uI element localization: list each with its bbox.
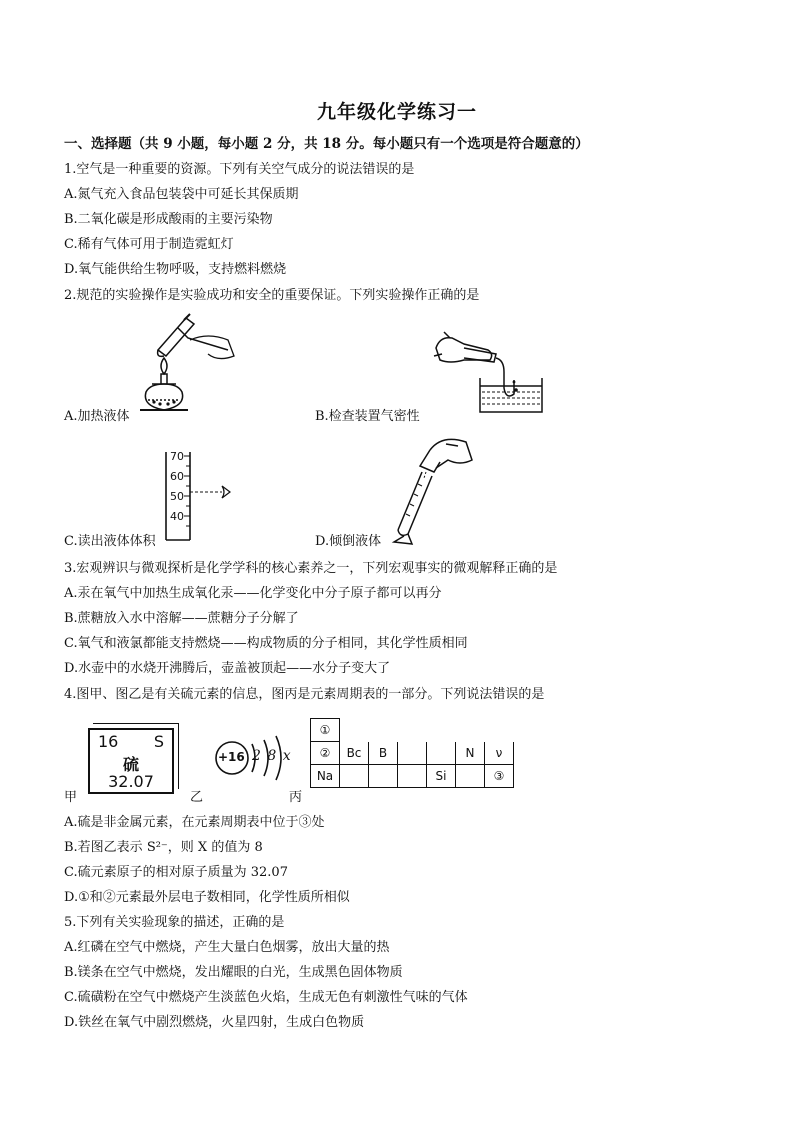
- q2-option-c: C.读出液体体积: [64, 534, 156, 549]
- element-name: 硫: [122, 755, 139, 774]
- atom-nucleus: +16: [218, 750, 245, 764]
- label-yi: 乙: [190, 790, 204, 805]
- table-cell-n: N: [456, 742, 485, 765]
- section-header: 一、选择题（共 9 小题，每小题 2 分，共 18 分。每小题只有一个选项是符合题意的）: [64, 136, 589, 152]
- q5-option-d: D.铁丝在氧气中剧烈燃烧，火星四射，生成白色物质: [64, 1015, 365, 1030]
- table-cell-1: ①: [311, 719, 340, 742]
- label-bing: 丙: [289, 790, 303, 805]
- q3-option-a: A.汞在氧气中加热生成氧化汞——化学变化中分子原子都可以再分: [64, 586, 442, 601]
- q2-option-a: A.加热液体: [64, 409, 130, 424]
- table-cell-be: Bc: [340, 742, 369, 765]
- heating-liquid-figure: [128, 310, 248, 420]
- q1-option-a: A.氮气充入食品包装袋中可延长其保质期: [64, 187, 299, 202]
- table-cell-si: Si: [427, 765, 456, 788]
- element-number: 16: [98, 732, 119, 751]
- q5-option-c: C.硫磺粉在空气中燃烧产生淡蓝色火焰，生成无色有刺激性气味的气体: [64, 990, 468, 1005]
- airtightness-figure: [430, 328, 550, 418]
- q3-option-c: C.氧气和液氯都能支持燃烧——构成物质的分子相同，其化学性质相同: [64, 636, 468, 651]
- q1-option-c: C.稀有气体可用于制造霓虹灯: [64, 237, 234, 252]
- page-title: 九年级化学练习一: [316, 101, 477, 123]
- pouring-liquid-figure: [390, 432, 490, 547]
- q3-option-d: D.水壶中的水烧开沸腾后，壶盖被顶起——水分子变大了: [64, 661, 391, 676]
- q2-option-d: D.倾倒液体: [315, 534, 382, 549]
- element-symbol: S: [153, 732, 164, 751]
- sulfur-element-card: [88, 728, 174, 794]
- q3-option-b: B.蔗糖放入水中溶解——蔗糖分子分解了: [64, 611, 299, 626]
- q5-stem: 5.下列有关实验现象的描述，正确的是: [64, 915, 285, 930]
- cylinder-tick-70: 70: [170, 450, 184, 463]
- atom-shells: 2 8 x: [252, 748, 292, 764]
- table-cell-na: Na: [311, 765, 340, 788]
- cylinder-tick-40: 40: [170, 510, 184, 523]
- q4-option-d: D.①和②元素最外层电子数相同，化学性质所相似: [64, 890, 350, 905]
- q2-stem: 2.规范的实验操作是实验成功和安全的重要保证。下列实验操作正确的是: [64, 288, 480, 303]
- q2-option-b: B.检查装置气密性: [315, 409, 420, 424]
- table-cell-2: ②: [311, 742, 340, 765]
- q4-stem: 4.图甲、图乙是有关硫元素的信息，图丙是元素周期表的一部分。下列说法错误的是: [64, 687, 545, 702]
- q5-option-b: B.镁条在空气中燃烧，发出耀眼的白光，生成黑色固体物质: [64, 965, 403, 980]
- table-cell-r2c7: ν: [485, 742, 514, 765]
- table-cell-b: B: [369, 742, 398, 765]
- periodic-table-fragment: [310, 718, 514, 788]
- cylinder-tick-60: 60: [170, 470, 184, 483]
- label-jia: 甲: [64, 790, 78, 805]
- table-cell-3: ③: [485, 765, 514, 788]
- q3-stem: 3.宏观辨识与微观探析是化学学科的核心素养之一，下列宏观事实的微观解释正确的是: [64, 561, 558, 576]
- cylinder-tick-50: 50: [170, 490, 184, 503]
- element-mass: 32.07: [108, 772, 154, 791]
- q1-option-d: D.氧气能供给生物呼吸，支持燃料燃烧: [64, 262, 287, 277]
- q5-option-a: A.红磷在空气中燃烧，产生大量白色烟雾，放出大量的热: [64, 940, 390, 955]
- q4-option-c: C.硫元素原子的相对原子质量为 32.07: [64, 865, 288, 880]
- q1-option-b: B.二氧化碳是形成酸雨的主要污染物: [64, 212, 273, 227]
- q4-option-a: A.硫是非金属元素，在元素周期表中位于③处: [64, 815, 325, 830]
- q1-stem: 1.空气是一种重要的资源。下列有关空气成分的说法错误的是: [64, 162, 415, 177]
- q4-option-b: B.若图乙表示 S²⁻，则 X 的值为 8: [64, 840, 263, 855]
